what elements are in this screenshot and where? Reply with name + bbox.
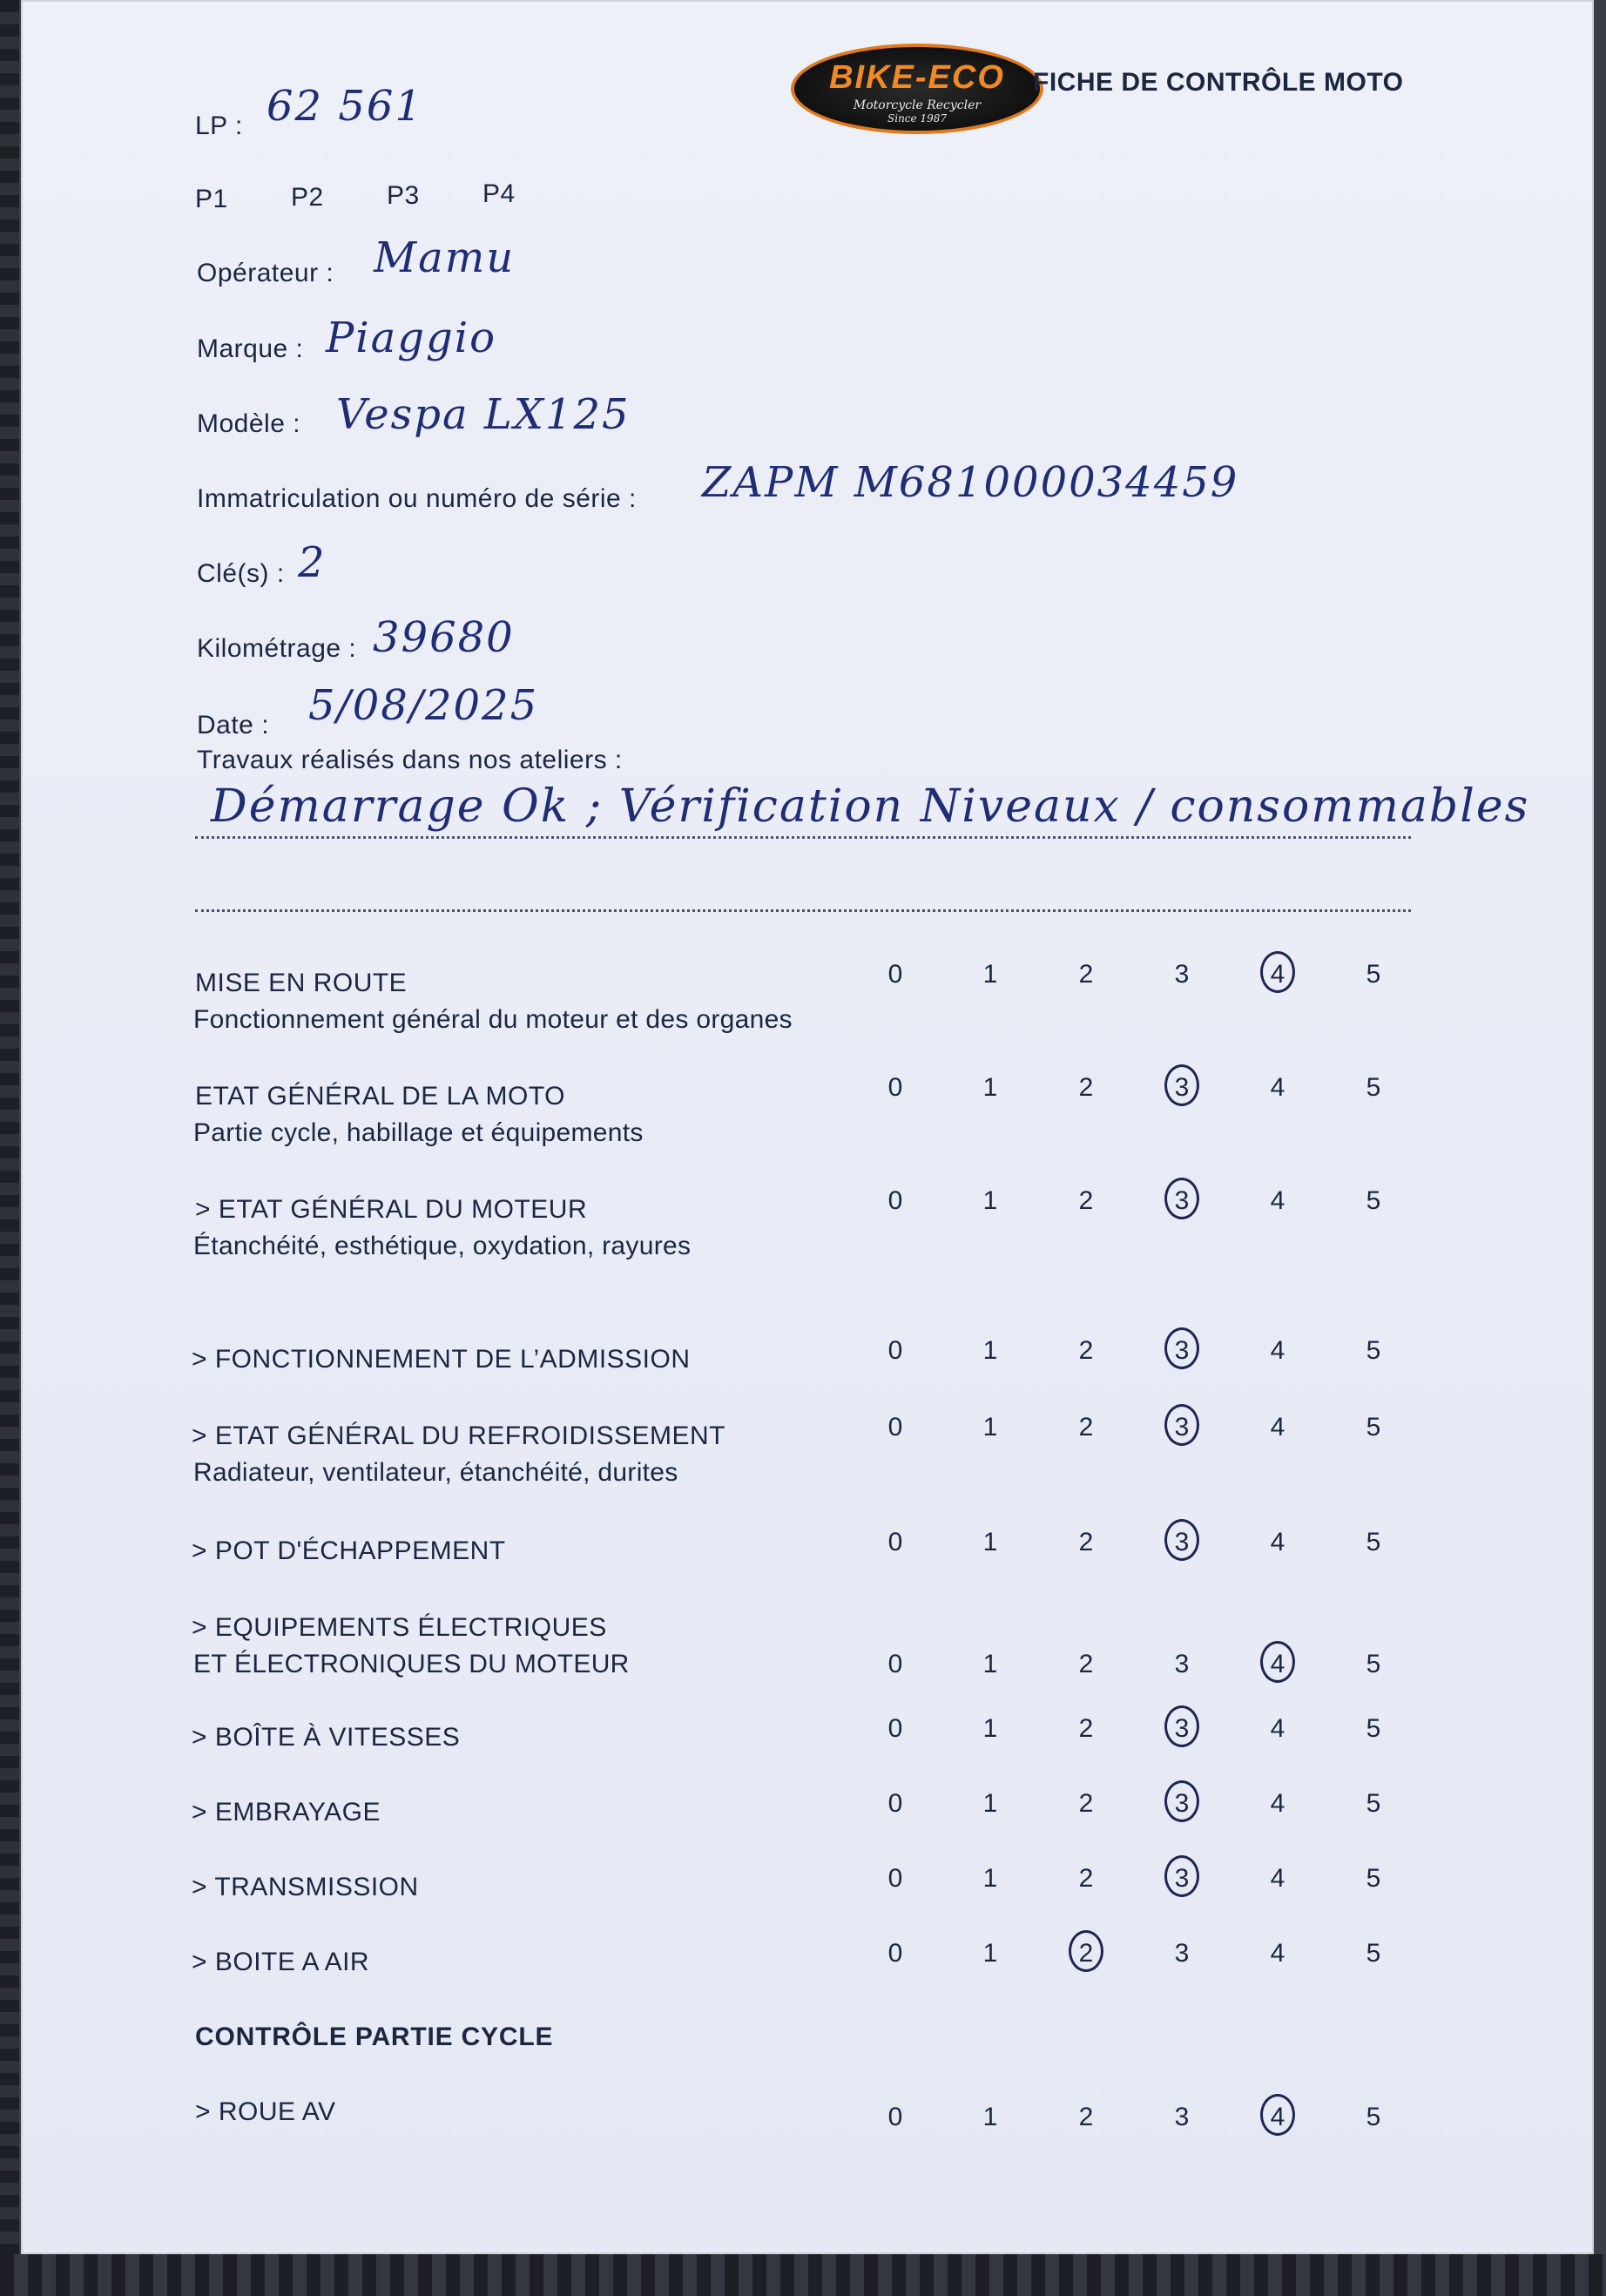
bike-eco-logo	[791, 44, 1043, 134]
rating-option-1[interactable]: 1	[982, 1336, 998, 1365]
control-sheet	[21, 0, 1594, 2254]
date-label: Date :	[197, 711, 270, 739]
row-title: > ETAT GÉNÉRAL DU MOTEUR	[195, 1195, 588, 1224]
rating-option-0[interactable]: 0	[887, 1650, 903, 1678]
row-title: > BOITE A AIR	[192, 1948, 370, 1976]
kilometrage-value: 39680	[373, 613, 515, 662]
rating-option-4[interactable]: 4	[1270, 1528, 1285, 1557]
rating-option-3[interactable]: 3	[1174, 1789, 1190, 1818]
logo-text: BIKE-ECO	[829, 59, 1005, 96]
rating-option-3[interactable]: 3	[1174, 1336, 1190, 1365]
modele-label: Modèle :	[197, 409, 301, 438]
selected-rating-circle	[1260, 1641, 1295, 1683]
row-subtitle: Fonctionnement général du moteur et des organes	[193, 1005, 793, 1034]
rating-option-5[interactable]: 5	[1366, 960, 1381, 989]
selected-rating-circle	[1164, 1178, 1199, 1219]
binder-edge-bottom	[0, 2254, 1606, 2296]
logo-since: Since 1987	[887, 112, 947, 125]
row-subtitle: Radiateur, ventilateur, étanchéité, durites	[193, 1458, 678, 1487]
rating-option-4[interactable]: 4	[1270, 960, 1285, 989]
selected-rating-circle	[1164, 1705, 1199, 1747]
row-title: > ETAT GÉNÉRAL DU REFROIDISSEMENT	[192, 1421, 725, 1450]
row-title: > EQUIPEMENTS ÉLECTRIQUES	[192, 1613, 607, 1642]
travaux-line-2	[195, 909, 1411, 912]
selected-rating-circle	[1260, 951, 1295, 993]
rating-option-4[interactable]: 4	[1270, 1789, 1285, 1818]
rating-option-5[interactable]: 5	[1366, 1073, 1381, 1102]
rating-option-3[interactable]: 3	[1174, 1714, 1190, 1743]
rating-option-5[interactable]: 5	[1366, 1413, 1381, 1442]
rating-option-1[interactable]: 1	[982, 1528, 998, 1557]
cles-value: 2	[298, 538, 327, 587]
position-p4: P4	[482, 179, 516, 208]
rating-option-2[interactable]: 2	[1078, 1789, 1094, 1818]
rating-option-5[interactable]: 5	[1366, 1864, 1381, 1893]
selected-rating-circle	[1164, 1404, 1199, 1446]
rating-option-0[interactable]: 0	[887, 960, 903, 989]
logo-tagline: Motorcycle Recycler	[853, 98, 982, 112]
rating-option-2[interactable]: 2	[1078, 1650, 1094, 1678]
row-title: > EMBRAYAGE	[192, 1798, 381, 1827]
binder-edge-left	[0, 0, 19, 2296]
rating-option-5[interactable]: 5	[1366, 1186, 1381, 1215]
rating-option-2[interactable]: 2	[1078, 1528, 1094, 1557]
position-p1: P1	[195, 185, 228, 213]
rating-option-3[interactable]: 3	[1174, 2103, 1190, 2131]
rating-option-2[interactable]: 2	[1078, 1939, 1094, 1968]
selected-rating-circle	[1069, 1930, 1103, 1972]
rating-option-5[interactable]: 5	[1366, 1528, 1381, 1557]
rating-option-2[interactable]: 2	[1078, 1336, 1094, 1365]
rating-option-4[interactable]: 4	[1270, 1186, 1285, 1215]
row-title: > TRANSMISSION	[192, 1873, 419, 1901]
rating-option-4[interactable]: 4	[1270, 1650, 1285, 1678]
rating-option-3[interactable]: 3	[1174, 1939, 1190, 1968]
cycle-row-title: > ROUE AV	[195, 2097, 336, 2126]
rating-option-1[interactable]: 1	[982, 1939, 998, 1968]
rating-option-5[interactable]: 5	[1366, 1650, 1381, 1678]
selected-rating-circle	[1164, 1519, 1199, 1561]
travaux-label: Travaux réalisés dans nos ateliers :	[197, 746, 623, 774]
rating-option-4[interactable]: 4	[1270, 2103, 1285, 2131]
selected-rating-circle	[1260, 2094, 1295, 2136]
rating-option-3[interactable]: 3	[1174, 1186, 1190, 1215]
position-p2: P2	[291, 183, 324, 212]
rating-option-4[interactable]: 4	[1270, 1413, 1285, 1442]
rating-option-4[interactable]: 4	[1270, 1939, 1285, 1968]
rating-option-3[interactable]: 3	[1174, 1650, 1190, 1678]
rating-option-1[interactable]: 1	[982, 1714, 998, 1743]
rating-option-0[interactable]: 0	[887, 1186, 903, 1215]
kilometrage-label: Kilométrage :	[197, 634, 357, 663]
row-subtitle: Étanchéité, esthétique, oxydation, rayures	[193, 1232, 692, 1260]
rating-option-1[interactable]: 1	[982, 1789, 998, 1818]
rating-option-1[interactable]: 1	[982, 1073, 998, 1102]
rating-option-4[interactable]: 4	[1270, 1336, 1285, 1365]
rating-option-0[interactable]: 0	[887, 1336, 903, 1365]
rating-option-2[interactable]: 2	[1078, 1864, 1094, 1893]
marque-value: Piaggio	[326, 314, 496, 362]
row-subtitle: Partie cycle, habillage et équipements	[193, 1118, 644, 1147]
immatriculation-label: Immatriculation ou numéro de série :	[197, 484, 637, 513]
row-subtitle: ET ÉLECTRONIQUES DU MOTEUR	[193, 1650, 630, 1678]
rating-option-1[interactable]: 1	[982, 2103, 998, 2131]
sheet-title: FICHE DE CONTRÔLE MOTO	[1033, 68, 1404, 97]
row-title: > BOÎTE À VITESSES	[192, 1723, 461, 1752]
rating-option-4[interactable]: 4	[1270, 1073, 1285, 1102]
rating-option-0[interactable]: 0	[887, 1939, 903, 1968]
rating-option-1[interactable]: 1	[982, 1413, 998, 1442]
section-title-partie-cycle: CONTRÔLE PARTIE CYCLE	[195, 2023, 554, 2051]
row-title: MISE EN ROUTE	[195, 969, 408, 997]
lp-label: LP :	[195, 111, 243, 140]
rating-option-1[interactable]: 1	[982, 1186, 998, 1215]
rating-option-2[interactable]: 2	[1078, 1186, 1094, 1215]
rating-option-0[interactable]: 0	[887, 1864, 903, 1893]
rating-option-3[interactable]: 3	[1174, 1864, 1190, 1893]
rating-option-0[interactable]: 0	[887, 1413, 903, 1442]
position-p3: P3	[387, 181, 420, 210]
rating-option-5[interactable]: 5	[1366, 1939, 1381, 1968]
rating-option-0[interactable]: 0	[887, 1789, 903, 1818]
rating-option-2[interactable]: 2	[1078, 960, 1094, 989]
operateur-value: Mamu	[374, 233, 516, 282]
rating-option-1[interactable]: 1	[982, 1650, 998, 1678]
rating-option-0[interactable]: 0	[887, 1528, 903, 1557]
rating-option-5[interactable]: 5	[1366, 1336, 1381, 1365]
selected-rating-circle	[1164, 1855, 1199, 1897]
rating-option-3[interactable]: 3	[1174, 1413, 1190, 1442]
modele-value: Vespa LX125	[336, 390, 631, 439]
selected-rating-circle	[1164, 1327, 1199, 1369]
cles-label: Clé(s) :	[197, 559, 285, 588]
rating-option-2[interactable]: 2	[1078, 1413, 1094, 1442]
rating-option-0[interactable]: 0	[887, 2103, 903, 2131]
rating-option-0[interactable]: 0	[887, 1073, 903, 1102]
rating-option-4[interactable]: 4	[1270, 1714, 1285, 1743]
selected-rating-circle	[1164, 1064, 1199, 1106]
date-value: 5/08/2025	[308, 681, 539, 730]
rating-option-2[interactable]: 2	[1078, 2103, 1094, 2131]
rating-option-2[interactable]: 2	[1078, 1714, 1094, 1743]
travaux-line-1	[195, 836, 1411, 839]
rating-option-1[interactable]: 1	[982, 1864, 998, 1893]
lp-value: 62 561	[267, 82, 423, 131]
operateur-label: Opérateur :	[197, 259, 334, 287]
rating-option-4[interactable]: 4	[1270, 1864, 1285, 1893]
rating-option-5[interactable]: 5	[1366, 1714, 1381, 1743]
rating-option-3[interactable]: 3	[1174, 1528, 1190, 1557]
rating-option-3[interactable]: 3	[1174, 1073, 1190, 1102]
rating-option-3[interactable]: 3	[1174, 960, 1190, 989]
rating-option-2[interactable]: 2	[1078, 1073, 1094, 1102]
rating-option-0[interactable]: 0	[887, 1714, 903, 1743]
selected-rating-circle	[1164, 1780, 1199, 1822]
row-title: > FONCTIONNEMENT DE L’ADMISSION	[192, 1345, 691, 1374]
travaux-value: Démarrage Ok ; Vérification Niveaux / consommables	[211, 780, 1530, 833]
rating-option-5[interactable]: 5	[1366, 1789, 1381, 1818]
rating-option-5[interactable]: 5	[1366, 2103, 1381, 2131]
row-title: > POT D'ÉCHAPPEMENT	[192, 1536, 506, 1565]
row-title: ETAT GÉNÉRAL DE LA MOTO	[195, 1082, 565, 1111]
marque-label: Marque :	[197, 334, 304, 363]
rating-option-1[interactable]: 1	[982, 960, 998, 989]
immatriculation-value: ZAPM M681000034459	[702, 458, 1239, 507]
